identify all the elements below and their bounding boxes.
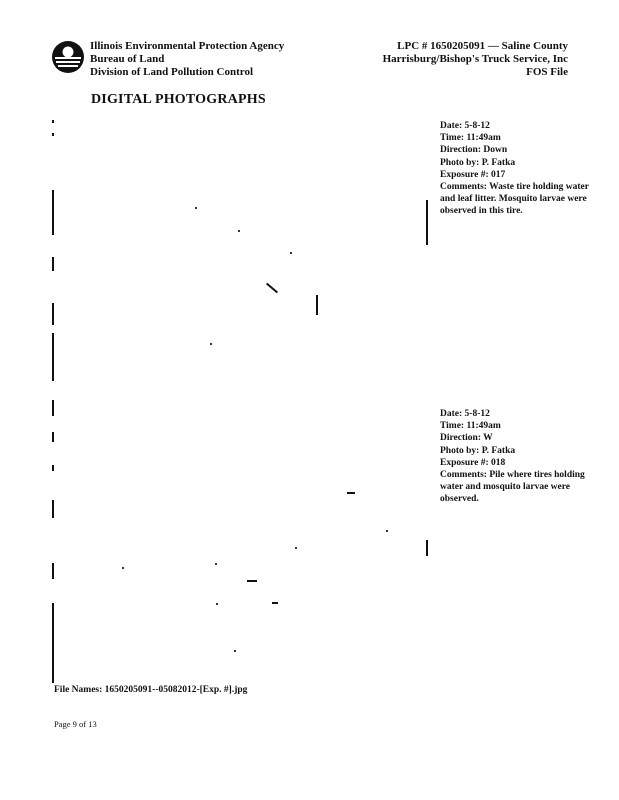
photo-2-exposure: Exposure #: 018 [440,457,506,468]
photo-2-comments: Comments: Pile where tires holding water and mosquito larvae were observed. [440,470,585,505]
photo-2-image [50,395,430,685]
photo-2-direction: Direction: W [440,433,493,444]
photo-1-time: Time: 11:49am [440,133,501,144]
bureau-name: Bureau of Land [90,53,165,65]
photo-2-date: Date: 5-8-12 [440,409,490,419]
photo-2-time: Time: 11:49am [440,421,501,432]
file-type: FOS File [526,66,568,78]
site-header [383,40,568,79]
site-name: Harrisburg/Bishop's Truck Service, Inc [382,53,568,65]
page-number: Page 9 of 13 [54,719,97,729]
photo-2-photographer: Photo by: P. Fatka [440,445,516,456]
lpc-number: LPC # 1650205091 — Saline County [397,40,568,52]
photo-2-details [440,408,590,506]
photo-1-photographer: Photo by: P. Fatka [440,157,516,168]
division-name: Division of Land Pollution Control [90,66,253,78]
photo-1-date: Date: 5-8-12 [440,121,490,131]
agency-name: Illinois Environmental Protection Agency [90,40,285,52]
photo-1-image [50,115,430,400]
photo-1-details [440,120,590,218]
page-title: DIGITAL PHOTOGRAPHS [91,92,266,107]
agency-header [90,40,284,79]
photo-1-comments: Comments: Waste tire holding water and leaf litter. Mosquito larvae were observed in this tire. [440,182,589,217]
photo-1-direction: Direction: Down [440,145,508,156]
illinois-epa-logo-icon [51,40,85,74]
file-names: File Names: 1650205091--05082012-[Exp. #].jpg [54,685,248,695]
photo-1-exposure: Exposure #: 017 [440,169,506,180]
